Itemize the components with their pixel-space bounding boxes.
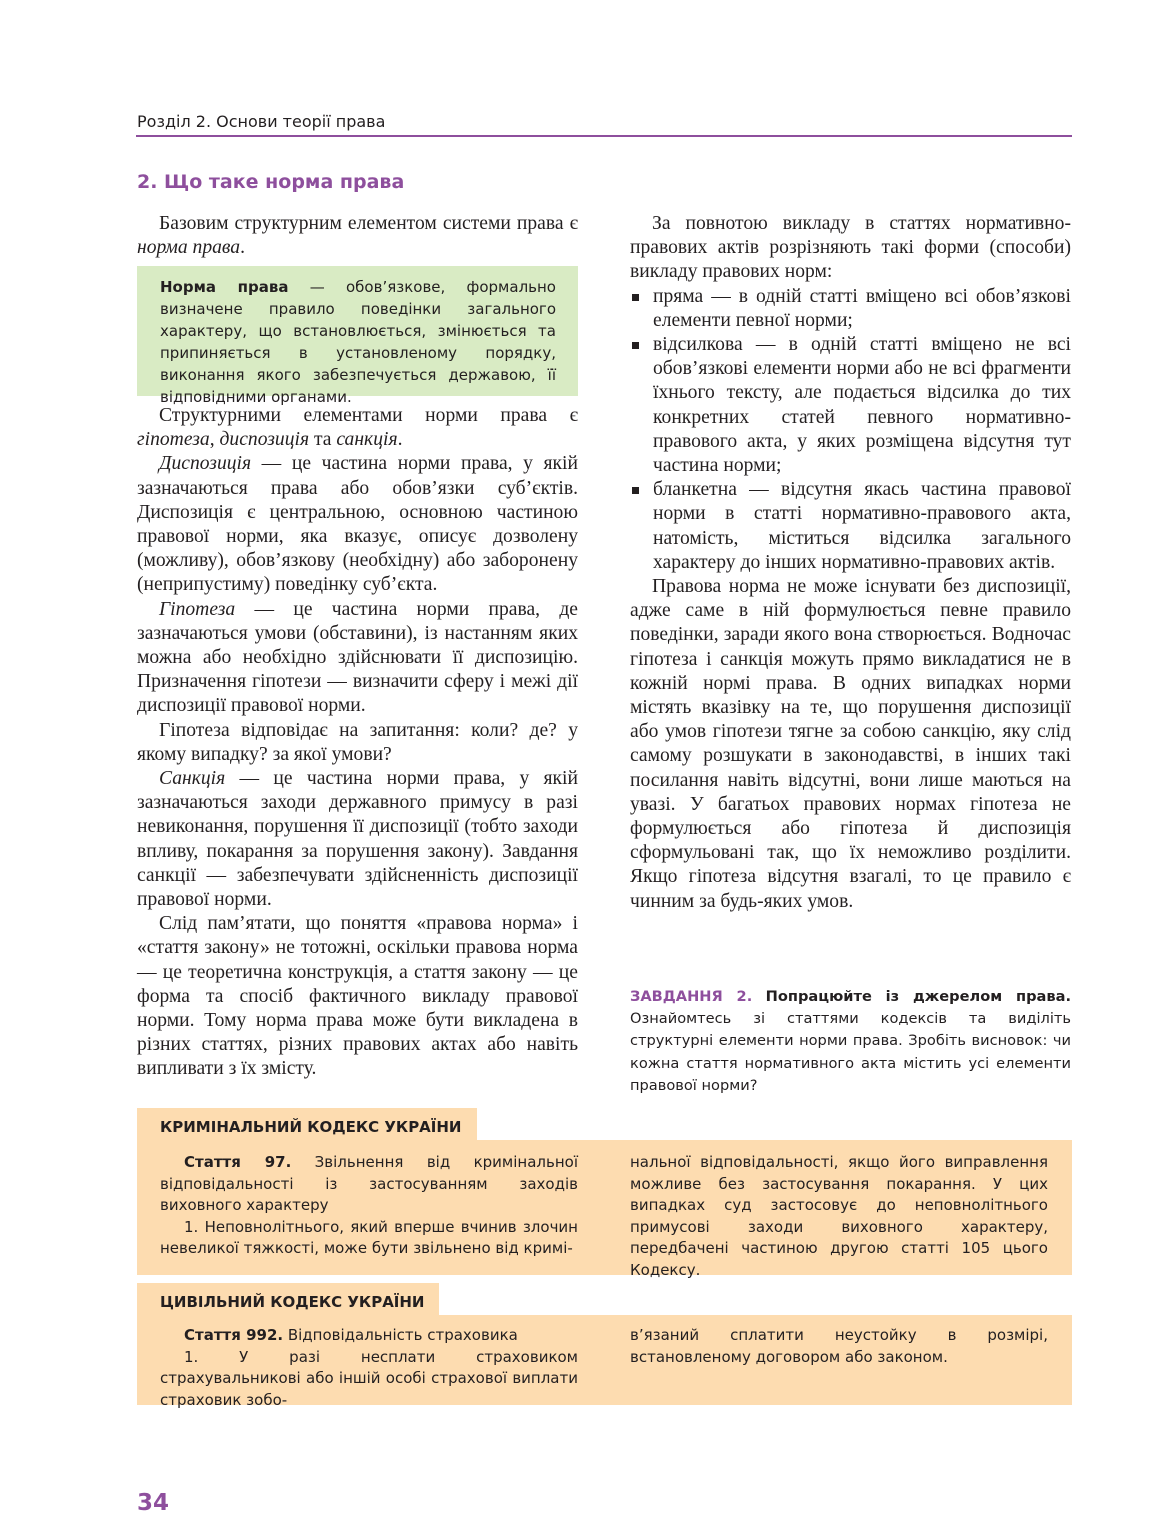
civil-code-box	[137, 1315, 1072, 1409]
paragraph-disposition-required: Правова норма не може існувати без диспозиції, адже саме в ній формулюється певне правило поведінки, заради якого вона створюється. Водночас гіпотеза і санкція можуть прямо викладатися не в кожній нормі права. В одних випадках норми містять вказівку на те, що порушення диспозиції або умов гіпотези тягне за собою санкцію, яку слід самому розшукати в законодавстві, в інших такі посилання навіть відсутні, вони лише маються на увазі. У багатьох правових нормах гіпотеза не формулюється або гіпотеза й диспозиція сформульовані так, що їх неможливо розділити. Якщо гіпотеза відсутня взагалі, то це правило є чинним за будь-яких умов.	[630, 576, 1071, 912]
page-number: 34	[137, 1490, 170, 1516]
paragraph-norm-vs-article: Слід пам’ятати, що поняття «правова норма» і «стаття закону» не тотожні, оскільки правова норма — це теоретична конструкція, а стаття закону — це форма та спосіб фактичного викладу правової норми. Тому норма права може бути викладена в різних статтях, різних правових актах або навіть випливати з їх змісту.	[137, 913, 578, 1080]
left-column	[137, 404, 578, 1082]
definition-box	[137, 266, 578, 406]
paragraph: Структурними елементами норми права є гіпотеза, диспозиція та санкція.	[137, 405, 578, 451]
header-rule	[136, 135, 1072, 137]
civil-code-title: ЦИВІЛЬНИЙ КОДЕКС УКРАЇНИ	[137, 1283, 439, 1323]
criminal-code-left: Стаття 97. Звільнення від кримінальної відповідальності із застосуванням заходів виховного характеру 1. Неповнолітнього, який вперше вчинив злочин невеликої тяжкості, може бути звільнено від кримі-	[160, 1153, 578, 1258]
definition-text: Норма права — обов’язкове, формально визначене правило поведінки загального характеру, що встановлюється, змінюється та припиняється в установленому порядку, виконання якого забезпечується державою, її відповідними органами.	[160, 278, 556, 406]
list-item: бланкетна — відсутня якась частина правової норми в статті нормативно-правового акта, натомість, міститься відсилка загального характеру до інших нормативно-правових актів.	[630, 478, 1071, 575]
criminal-code-title: КРИМІНАЛЬНИЙ КОДЕКС УКРАЇНИ	[137, 1108, 477, 1148]
civil-code-right: в’язаний сплатити неустойку в розмірі, встановленому договором або законом.	[630, 1326, 1048, 1366]
paragraph-sanction: Санкція — це частина норми права, у якій зазначаються заходи державного примусу в разі невиконання, порушення її диспозиції (тобто заходи впливу, покарання за порушення закону). Завдання санкції — забезпечувати здійсненність диспозиції правової норми.	[137, 768, 578, 911]
paragraph-disposition: Диспозиція — це частина норми права, у якій зазначаються права або обов’язки суб’єктів. Диспозиція є центральною, основною частиною правової норми, яка вказує, описує дозволену (можливу), обов’язкову (необхідну) або заборонену (неприпустиму) поведінку суб’єкта.	[137, 453, 578, 596]
definition-term: Норма права	[160, 278, 289, 296]
paragraph-hypothesis: Гіпотеза — це частина норми права, де зазначаються умови (обставини), із настанням яких можна або необхідно здійснювати її диспозицію. Призначення гіпотези — визначити сферу і межі дії диспозиції правової норми.	[137, 598, 578, 717]
paragraph-forms: За повнотою викладу в статтях нормативно-правових актів розрізняють такі форми (способи) викладу правових норм:	[630, 213, 1071, 283]
term-norma-prava: норма права	[137, 237, 241, 259]
task-label: ЗАВДАННЯ 2.	[630, 988, 753, 1005]
running-header: Розділ 2. Основи теорії права	[137, 112, 386, 131]
task-block: ЗАВДАННЯ 2. Попрацюйте із джерелом права. Ознайомтесь зі статтями кодексів та виділіть структурні елементи норми права. Зробіть висновок: чи кожна стаття нормативного акта містить усі елементи правової норми?	[630, 988, 1071, 1094]
list-item: пряма — в одній статті вміщено всі обов’язкові елементи певної норми;	[630, 285, 1071, 333]
civil-code-left: Стаття 992. Відповідальність страховика 1. У разі несплати страховиком страхувальникові або іншій особі страхової виплати страховик зобо-	[160, 1326, 578, 1409]
criminal-code-box	[137, 1140, 1072, 1279]
section-title: 2. Що таке норма права	[137, 171, 405, 193]
forms-list	[630, 285, 1071, 575]
intro-paragraph: Базовим структурним елементом системи права є норма права.	[137, 213, 578, 259]
criminal-code-right: нальної відповідальності, якщо його виправлення можливе без застосування покарання. У цих випадках суд застосовує до неповнолітнього примусові заходи виховного характеру, передбачені частиною другою статті 105 цього Кодексу.	[630, 1153, 1048, 1279]
list-item: відсилкова — в одній статті вміщено не всі обов’язкові елементи норми або не всі фрагменти їхнього тексту, але подається відсилка до тих конкретних статей певного нормативно-правового акта, у яких розміщена відсутня тут частина норми;	[630, 333, 1071, 478]
paragraph-questions: Гіпотеза відповідає на запитання: коли? де? у якому випадку? за якої умови?	[137, 719, 578, 765]
right-column	[630, 212, 1071, 914]
